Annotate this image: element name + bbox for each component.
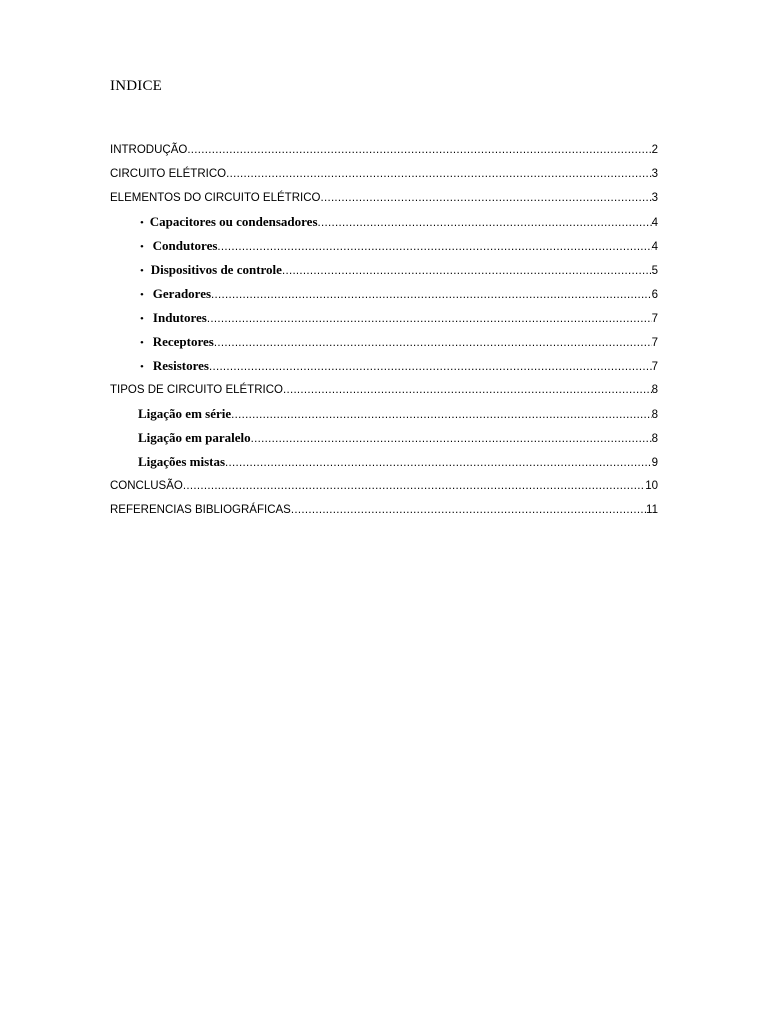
bullet-icon: •: [140, 361, 144, 373]
toc-entry-title: TIPOS DE CIRCUITO ELÉTRICO: [110, 384, 283, 396]
toc-leader-dots: [251, 427, 652, 450]
toc-entry-elementos[interactable]: [110, 186, 658, 210]
toc-entry-referencias[interactable]: [110, 498, 658, 522]
toc-page-number: 11: [646, 504, 658, 516]
toc-entry-title: Resistores: [152, 358, 209, 373]
toc-leader-dots: [282, 259, 652, 282]
toc-entry-introducao[interactable]: [110, 138, 658, 162]
toc-page-number: 4: [651, 241, 658, 253]
toc-leader-dots: [283, 378, 652, 402]
toc-entry-title: Receptores: [152, 334, 214, 349]
toc-entry-capacitores[interactable]: [110, 210, 658, 234]
page-title: INDICE: [110, 78, 163, 94]
bullet-icon: •: [140, 337, 144, 349]
toc-entry-indutores[interactable]: [110, 306, 658, 330]
toc-entry-title: Capacitores ou condensadores: [149, 214, 318, 229]
toc-leader-dots: [318, 211, 652, 234]
toc-entry-title: Ligações mistas: [138, 454, 226, 469]
toc-entry-conclusao[interactable]: [110, 474, 658, 498]
toc-entry-title: Ligação em série: [138, 406, 232, 421]
toc-page-number: 4: [651, 217, 658, 229]
toc-entry-condutores[interactable]: [110, 234, 658, 258]
bullet-icon: •: [140, 241, 144, 253]
toc-leader-dots: [217, 235, 651, 258]
toc-leader-dots: [291, 498, 646, 522]
toc-entry-tipos[interactable]: [110, 378, 658, 402]
toc-leader-dots: [207, 307, 652, 330]
toc-leader-dots: [183, 474, 645, 498]
toc-page-number: 3: [651, 192, 658, 204]
table-of-contents: [110, 138, 658, 522]
bullet-icon: •: [140, 289, 144, 301]
toc-entry-title: Geradores: [152, 286, 212, 301]
toc-leader-dots: [211, 283, 652, 306]
toc-page-number: 10: [645, 480, 658, 492]
bullet-icon: •: [140, 265, 144, 277]
toc-page-number: 9: [651, 457, 658, 469]
toc-entry-ligacao-serie[interactable]: [110, 402, 658, 426]
toc-leader-dots: [209, 355, 652, 378]
toc-entry-ligacao-paralelo[interactable]: [110, 426, 658, 450]
toc-entry-dispositivos[interactable]: [110, 258, 658, 282]
toc-leader-dots: [187, 138, 651, 162]
toc-page-number: 7: [651, 313, 658, 325]
bullet-icon: •: [140, 217, 144, 229]
toc-page-number: 6: [651, 289, 658, 301]
toc-entry-title: REFERENCIAS BIBLIOGRÁFICAS: [110, 504, 291, 516]
toc-entry-resistores[interactable]: [110, 354, 658, 378]
toc-entry-title: CIRCUITO ELÉTRICO: [110, 168, 227, 180]
toc-entry-title: Indutores: [152, 310, 207, 325]
toc-entry-title: Condutores: [152, 238, 218, 253]
toc-leader-dots: [231, 403, 651, 426]
toc-page-number: 8: [651, 409, 658, 421]
toc-page-number: 7: [651, 361, 658, 373]
toc-entry-receptores[interactable]: [110, 330, 658, 354]
toc-page-number: 7: [651, 337, 658, 349]
toc-page-number: 3: [651, 168, 658, 180]
toc-page-number: 8: [651, 433, 658, 445]
toc-entry-circuito-eletrico[interactable]: [110, 162, 658, 186]
toc-entry-title: ELEMENTOS DO CIRCUITO ELÉTRICO: [110, 192, 321, 204]
bullet-icon: •: [140, 313, 144, 325]
toc-entry-title: CONCLUSÃO: [110, 480, 183, 492]
toc-leader-dots: [214, 331, 652, 354]
toc-entry-title: INTRODUÇÃO: [110, 144, 188, 156]
toc-entry-title: Ligação em paralelo: [138, 430, 251, 445]
toc-page-number: 2: [651, 144, 658, 156]
toc-leader-dots: [225, 451, 652, 474]
toc-entry-ligacoes-mistas[interactable]: [110, 450, 658, 474]
toc-page-number: 8: [651, 384, 658, 396]
toc-entry-title: Dispositivos de controle: [150, 262, 282, 277]
toc-page-number: 5: [651, 265, 658, 277]
toc-entry-geradores[interactable]: [110, 282, 658, 306]
toc-leader-dots: [226, 162, 652, 186]
toc-leader-dots: [320, 186, 651, 210]
